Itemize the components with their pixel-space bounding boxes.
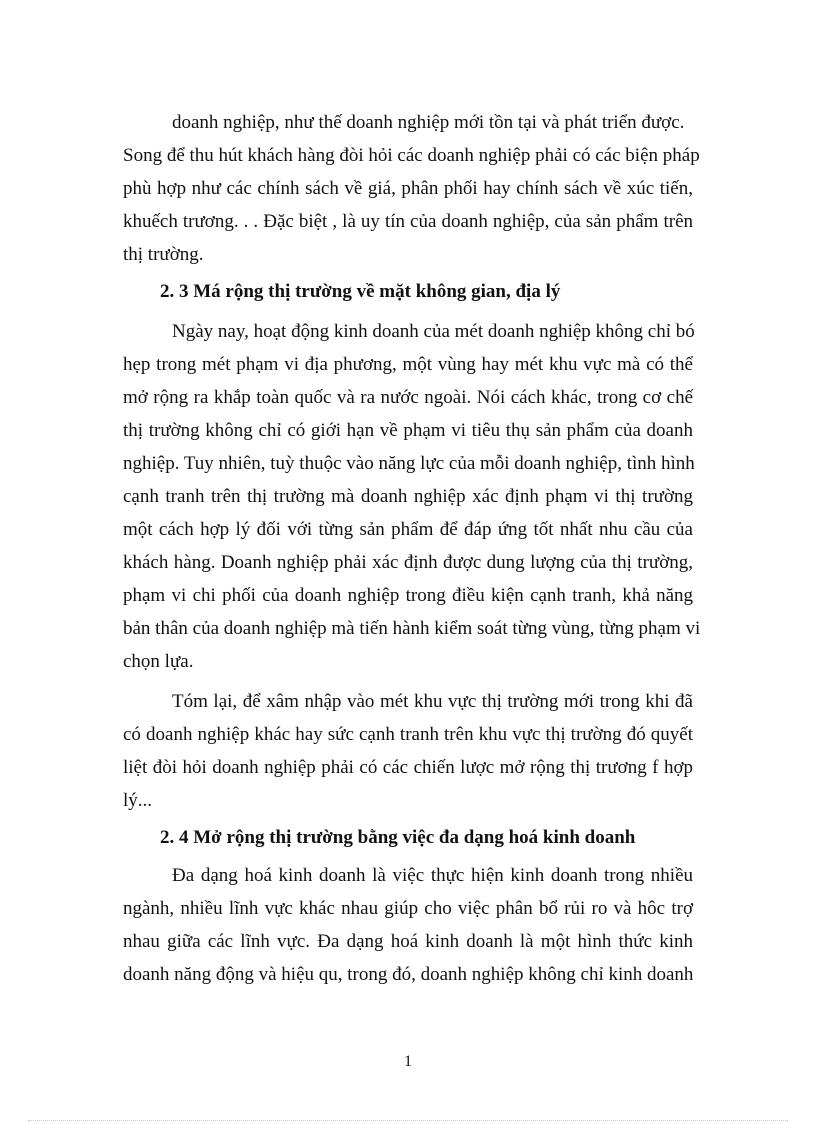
text-line: doanh năng động và hiệu qu, trong đó, doanh nghiệp không chỉ kinh doanh <box>123 964 694 985</box>
text-line: thị trường. <box>123 244 204 265</box>
section-heading-2-3: 2. 3 Má rộng thị trường về mặt không gian, địa lý <box>160 281 561 302</box>
text-line: lý... <box>123 790 153 811</box>
text-line: nghiệp. Tuy nhiên, tuỳ thuộc vào năng lực của mỗi doanh nghiệp, tình hình <box>123 453 695 474</box>
text-line: ngành, nhiều lĩnh vực khác nhau giúp cho việc phân bổ rủi ro và hôc trợ <box>123 898 693 919</box>
text-line: bản thân của doanh nghiệp mà tiến hành kiểm soát từng vùng, từng phạm vi <box>123 618 701 639</box>
text-line: khách hàng. Doanh nghiệp phải xác định được dung lượng của thị trường, <box>123 552 693 573</box>
text-line: doanh nghiệp, như thế doanh nghiệp mới tồn tại và phát triển được. <box>172 112 685 133</box>
text-line: khuếch trương. . . Đặc biệt , là uy tín của doanh nghiệp, của sản phẩm trên <box>123 211 693 232</box>
text-line: chọn lựa. <box>123 651 194 672</box>
page-bottom-rule <box>28 1120 788 1121</box>
text-line: cạnh tranh trên thị trường mà doanh nghiệp xác định phạm vi thị trường <box>123 486 693 507</box>
text-line: thị trường không chỉ có giới hạn về phạm vi tiêu thụ sản phẩm của doanh <box>123 420 693 441</box>
text-line: Đa dạng hoá kinh doanh là việc thực hiện kinh doanh trong nhiều <box>172 865 693 886</box>
page-number: 1 <box>404 1053 412 1070</box>
text-line: phù hợp như các chính sách về giá, phân phối hay chính sách về xúc tiến, <box>123 178 693 199</box>
text-line: mở rộng ra khắp toàn quốc và ra nước ngoài. Nói cách khác, trong cơ chế <box>123 387 693 408</box>
text-line: một cách hợp lý đối với từng sản phẩm để đáp ứng tốt nhất nhu cầu của <box>123 519 693 540</box>
text-line: hẹp trong mét phạm vi địa phương, một vùng hay mét khu vực mà có thể <box>123 354 693 375</box>
text-line: Ngày nay, hoạt động kinh doanh của mét doanh nghiệp không chỉ bó <box>172 321 695 342</box>
section-heading-2-4: 2. 4 Mở rộng thị trường bằng việc đa dạng hoá kinh doanh <box>160 827 636 848</box>
text-line: Song để thu hút khách hàng đòi hỏi các doanh nghiệp phải có các biện pháp <box>123 145 700 166</box>
text-line: liệt đòi hỏi doanh nghiệp phải có các chiến lược mở rộng thị trương f hợp <box>123 757 693 778</box>
text-line: có doanh nghiệp khác hay sức cạnh tranh trên khu vực thị trường đó quyết <box>123 724 693 745</box>
text-line: nhau giữa các lĩnh vực. Đa dạng hoá kinh doanh là một hình thức kinh <box>123 931 693 952</box>
text-line: Tóm lại, để xâm nhập vào mét khu vực thị trường mới trong khi đã <box>172 691 693 712</box>
text-line: phạm vi chi phối của doanh nghiệp trong điều kiện cạnh tranh, khả năng <box>123 585 693 606</box>
